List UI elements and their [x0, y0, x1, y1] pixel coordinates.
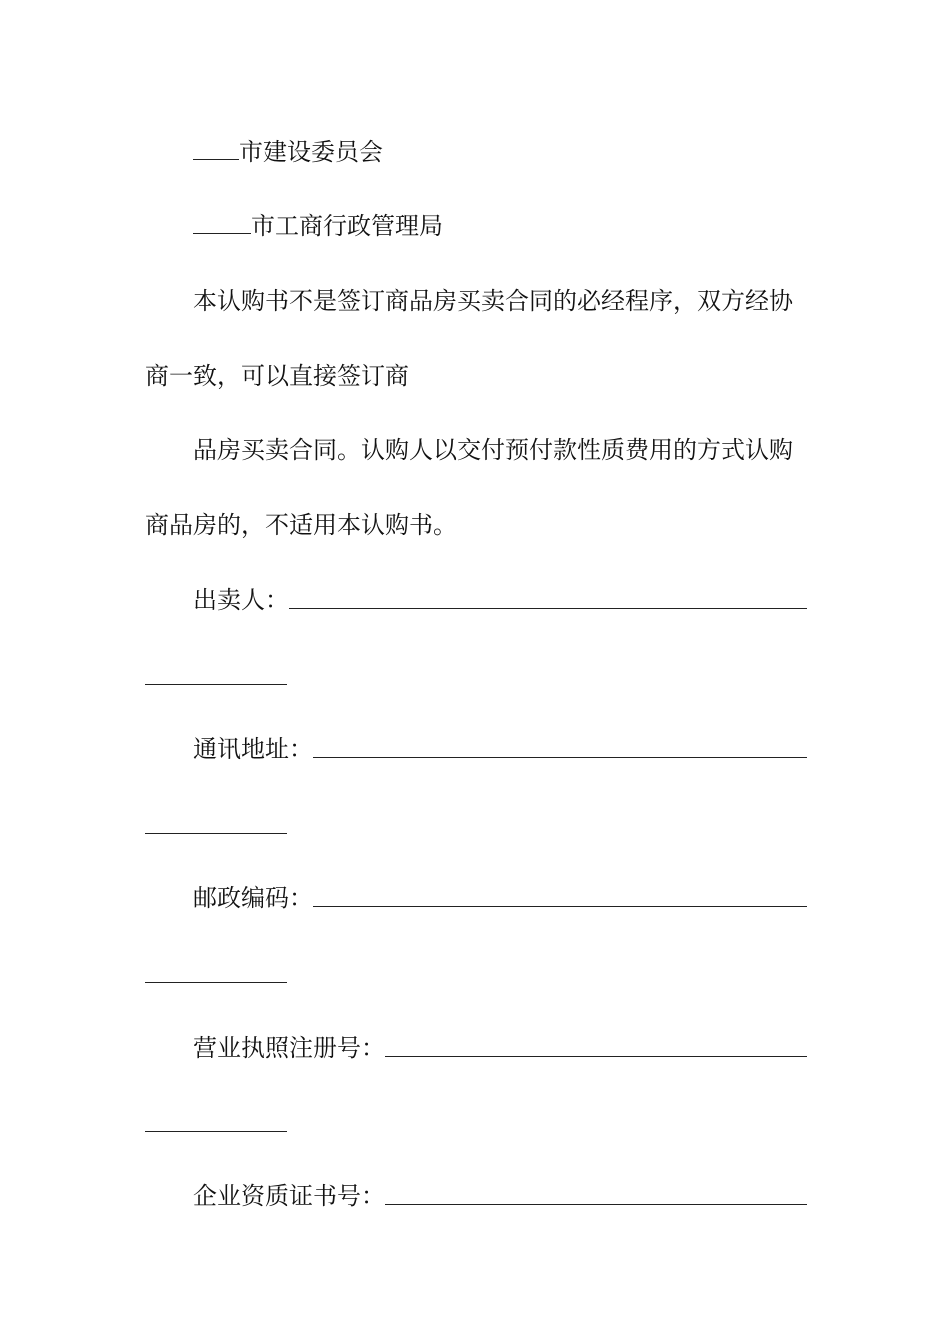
commerce-bureau-line	[193, 211, 443, 241]
business-license-field	[193, 1033, 807, 1063]
paragraph-line-2: 商一致，可以直接签订商	[145, 362, 409, 390]
commerce-bureau-text: 市工商行政管理局	[251, 212, 443, 240]
address-continuation-line[interactable]	[145, 833, 287, 834]
seller-continuation-line[interactable]	[145, 684, 287, 685]
business-license-continuation-line[interactable]	[145, 1131, 287, 1132]
seller-label: 出卖人：	[193, 586, 289, 614]
construction-committee-line	[193, 137, 383, 167]
city-blank	[193, 211, 251, 234]
postal-code-input-line[interactable]	[313, 884, 807, 907]
paragraph-line-3: 品房买卖合同。认购人以交付预付款性质费用的方式认购	[193, 436, 793, 464]
qualification-certificate-label: 企业资质证书号：	[193, 1182, 385, 1210]
construction-committee-text: 市建设委员会	[239, 138, 383, 166]
business-license-input-line[interactable]	[385, 1034, 807, 1057]
address-field	[193, 734, 807, 764]
postal-code-field	[193, 883, 807, 913]
paragraph-line-4: 商品房的，不适用本认购书。	[145, 511, 457, 539]
paragraph-line-1: 本认购书不是签订商品房买卖合同的必经程序，双方经协	[193, 287, 793, 315]
address-input-line[interactable]	[313, 735, 807, 758]
address-label: 通讯地址：	[193, 735, 313, 763]
city-blank	[193, 137, 239, 160]
business-license-label: 营业执照注册号：	[193, 1034, 385, 1062]
seller-field	[193, 585, 807, 615]
postal-code-continuation-line[interactable]	[145, 982, 287, 983]
qualification-certificate-field	[193, 1181, 807, 1211]
qualification-certificate-input-line[interactable]	[385, 1182, 807, 1205]
seller-input-line[interactable]	[289, 586, 807, 609]
postal-code-label: 邮政编码：	[193, 884, 313, 912]
